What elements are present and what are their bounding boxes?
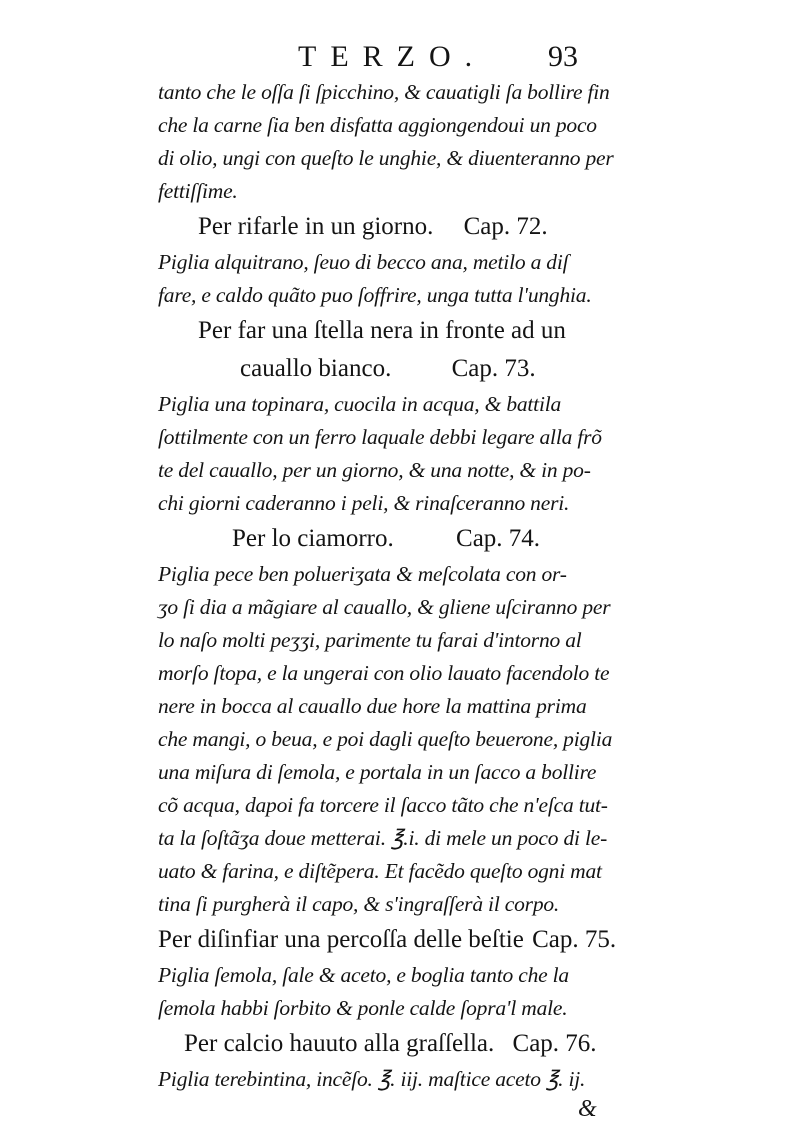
text-line: uato & farina, e diſtẽpera. Et facẽdo queſto ogni mat	[158, 859, 602, 883]
text-line: tanto che le oſſa ſi ſpicchino, & cauatigli ſa bollire fin	[158, 80, 610, 104]
text-line: ſottilmente con un ferro laquale debbi legare alla frõ	[158, 425, 602, 449]
text-line: Piglia terebintina, incẽſo. ℥. iij. maſtice aceto ℥. ij.	[158, 1067, 586, 1091]
text-line: fare, e caldo quãto puo ſoffrire, unga tutta l'unghia.	[158, 283, 592, 307]
text-line: chi giorni caderanno i peli, & rinaſceranno neri.	[158, 491, 570, 515]
page-number: 93	[548, 40, 578, 73]
text-line: nere in bocca al cauallo due hore la mattina prima	[158, 694, 587, 718]
heading-text: Per far una ſtella nera in fronte ad un	[198, 317, 566, 344]
chapter-heading	[158, 520, 628, 558]
text-line: che la carne ſia ben disfatta aggiongendoui un poco	[158, 113, 597, 137]
chapter-heading	[158, 1025, 628, 1063]
text-line: Piglia pece ben polueriʒata & meſcolata con or-	[158, 562, 567, 586]
chapter-number: Cap. 76.	[512, 1030, 597, 1057]
text-line: di olio, ungi con queſto le unghie, & diuenteranno per	[158, 146, 614, 170]
text-line: Piglia ſemola, ſale & aceto, e boglia tanto che la	[158, 963, 569, 987]
text-line: lo naſo molti peʒʒi, parimente tu farai d'intorno al	[158, 628, 582, 652]
text-line: ta la ſoſtãʒa doue metterai. ℥.i. di mele un poco di le-	[158, 826, 608, 850]
text-line: morſo ſtopa, e la ungerai con olio lauato facendolo te	[158, 661, 610, 685]
chapter-number: Cap. 73.	[451, 355, 536, 382]
text-line: cõ acqua, dapoi fa torcere il ſacco tãto che n'eſca tut-	[158, 793, 608, 817]
chapter-heading	[158, 921, 628, 959]
chapter-heading	[158, 208, 628, 246]
text-line: te del cauallo, per un giorno, & una notte, & in po-	[158, 458, 591, 482]
text-line: Piglia una topinara, cuocila in acqua, & battila	[158, 392, 562, 416]
heading-text: Per diſinfiar una percoſſa delle beſtie	[158, 926, 524, 953]
heading-text: Per lo ciamorro.	[232, 525, 394, 552]
text-line: ʒo ſi dia a mãgiare al cauallo, & gliene uſciranno per	[158, 595, 611, 619]
running-head	[0, 40, 800, 80]
text-line: fettiſſime.	[158, 179, 238, 203]
running-head-title: TERZO.	[298, 40, 487, 73]
page-body	[158, 76, 628, 1126]
chapter-heading	[158, 350, 628, 388]
text-line: tina ſi purgherà il capo, & s'ingraſſerà il corpo.	[158, 892, 560, 916]
heading-text: cauallo bianco.	[240, 355, 392, 382]
chapter-number: Cap. 72.	[463, 213, 548, 240]
chapter-heading	[158, 312, 628, 350]
heading-text: Per calcio hauuto alla graſſella.	[184, 1030, 495, 1057]
text-line: ſemola habbi ſorbito & ponle calde ſopra'l male.	[158, 996, 568, 1020]
text-line: che mangi, o beua, e poi dagli queſto beuerone, piglia	[158, 727, 613, 751]
catchword: &	[578, 1096, 597, 1122]
text-line: una miſura di ſemola, e portala in un ſacco a bollire	[158, 760, 597, 784]
catchword-line	[158, 1096, 628, 1126]
text-line: Piglia alquitrano, ſeuo di becco ana, metilo a diſ	[158, 250, 569, 274]
chapter-number: Cap. 75.	[532, 926, 617, 953]
chapter-number: Cap. 74.	[456, 525, 541, 552]
heading-text: Per rifarle in un giorno.	[198, 213, 434, 240]
